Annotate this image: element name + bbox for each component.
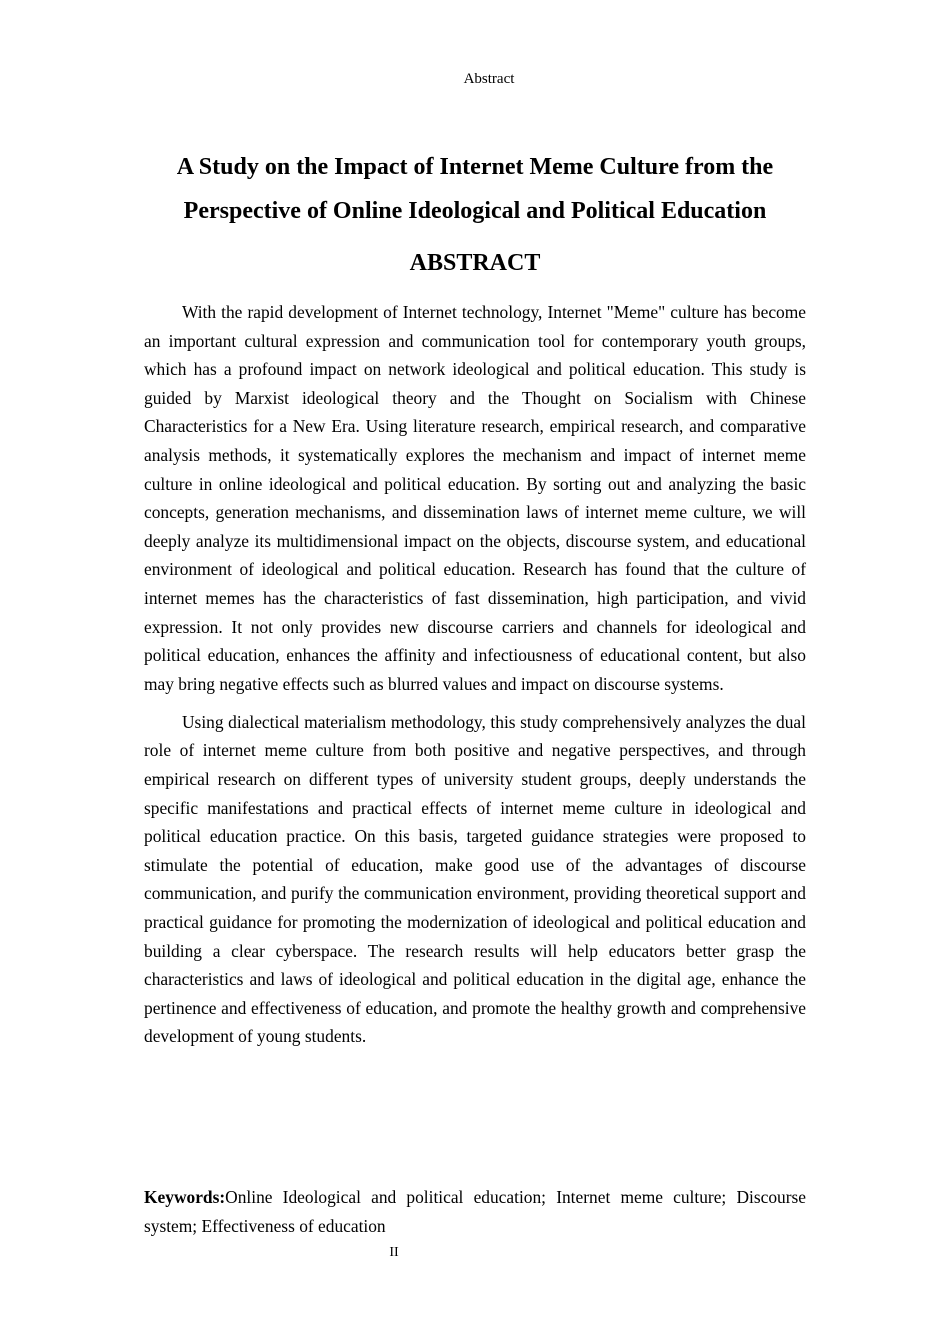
- paper-title: [144, 145, 806, 233]
- abstract-body: [144, 298, 806, 1060]
- abstract-paragraph-2: Using dialectical materialism methodology, this study comprehensively analyzes the dual role of internet meme culture from both positive and negative perspectives, and through empirical research on different types of university student groups, deeply understands the specific manifestations and practical effects of internet meme culture in ideological and political education practice. On this basis, targeted guidance strategies were proposed to stimulate the potential of education, make good use of the advantages of discourse communication, and purify the communication environment, providing theoretical support and practical guidance for promoting the modernization of ideological and political education and building a clear cyberspace. The research results will help educators better grasp the characteristics and laws of ideological and political education in the digital age, enhance the pertinence and effectiveness of education, and promote the healthy growth and comprehensive development of young students.: [144, 711, 806, 1047]
- keywords-label: Keywords:: [144, 1187, 226, 1207]
- abstract-heading: ABSTRACT: [409, 250, 541, 276]
- page-number: II: [389, 1245, 399, 1260]
- abstract-paragraph-1: With the rapid development of Internet technology, Internet "Meme" culture has become an important cultural expression and communication tool for contemporary youth groups, which has a profound impact on network ideological and political education. This study is guided by Marxist ideological theory and the Thought on Socialism with Chinese Characteristics for a New Era. Using literature research, empirical research, and comparative analysis methods, it systematically explores the mechanism and impact of internet meme culture in online ideological and political education. By sorting out and analyzing the basic concepts, generation mechanisms, and dissemination laws of internet meme culture, we will deeply analyze its multidimensional impact on the objects, discourse system, and educational environment of ideological and political education. Research has found that the culture of internet memes has the characteristics of fast dissemination, high participation, and vivid expression. It not only provides new discourse carriers and channels for ideological and political education, enhances the affinity and infectiousness of educational content, but also may bring negative effects such as blurred values and impact on discourse systems.: [144, 302, 806, 694]
- keywords-line: [144, 1183, 806, 1240]
- keywords-text: Online Ideological and political education; Internet meme culture; Discourse system; Effectiveness of education: [144, 1187, 806, 1236]
- paper-title-line-1: A Study on the Impact of Internet Meme Culture from the: [176, 154, 774, 180]
- paper-title-line-2: Perspective of Online Ideological and Political Education: [183, 198, 767, 224]
- running-header: Abstract: [463, 71, 515, 87]
